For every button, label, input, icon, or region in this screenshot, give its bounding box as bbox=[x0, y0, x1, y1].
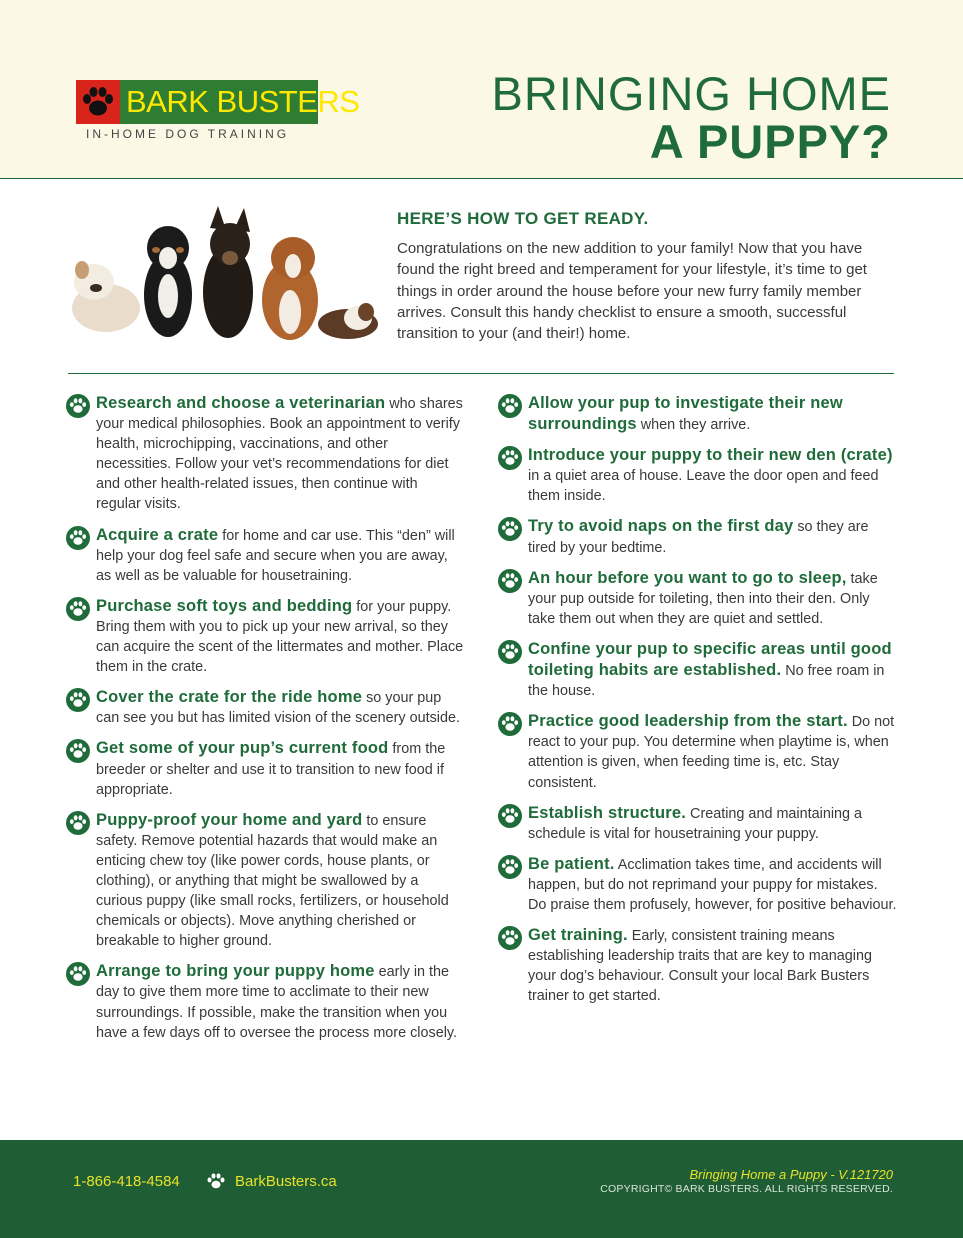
checklist-item bbox=[66, 596, 466, 677]
checklist-item bbox=[66, 810, 466, 952]
checklist-item-highlight: Arrange to bring your puppy home bbox=[96, 962, 375, 981]
section-divider bbox=[68, 373, 894, 374]
checklist-item bbox=[66, 525, 466, 586]
paw-icon bbox=[66, 739, 90, 763]
checklist-item-text: to ensure safety. Remove potential hazards that would make an enticing chew toy (like power cords, house plants, or clothing), or anything that might be swallowed by a curious puppy (like small rocks, fertilizers, or household chemicals or objects). Move anything cherished or breakable to higher ground. bbox=[96, 812, 449, 950]
header-divider bbox=[0, 178, 963, 179]
puppies-photo bbox=[68, 200, 382, 350]
checklist-item bbox=[66, 961, 466, 1042]
logo-box bbox=[76, 80, 360, 124]
paw-icon bbox=[66, 688, 90, 712]
checklist-item-highlight: Cover the crate for the ride home bbox=[96, 688, 363, 707]
logo-name: BARK BUSTERS bbox=[126, 84, 360, 119]
checklist-item bbox=[66, 393, 466, 515]
paw-icon bbox=[498, 804, 522, 828]
page-title-line2: A PUPPY? bbox=[649, 115, 891, 168]
checklist-item-highlight: Allow your pup to investigate their new surroundings bbox=[528, 394, 843, 434]
checklist-item-highlight: Acquire a crate bbox=[96, 525, 219, 544]
checklist-item bbox=[498, 925, 898, 1006]
checklist-item-highlight: Get training. bbox=[528, 926, 628, 945]
footer-copyright: COPYRIGHT© BARK BUSTERS. ALL RIGHTS RESERVED. bbox=[600, 1183, 893, 1195]
checklist-item-highlight: Get some of your pup’s current food bbox=[96, 739, 389, 758]
paw-icon bbox=[206, 1172, 226, 1190]
checklist-item-text: early in the day to give them more time to acclimate to their new surroundings. If possible, make the transition when you have a few days off to oversee the process more closely. bbox=[96, 964, 458, 1041]
checklist-item-text: from the breeder or shelter and use it to transition to new food if appropriate. bbox=[96, 741, 446, 798]
checklist-item-highlight: Purchase soft toys and bedding bbox=[96, 596, 353, 615]
logo-paw-icon bbox=[76, 80, 120, 124]
paw-icon bbox=[66, 394, 90, 418]
checklist-item-text: so they are tired by your bedtime. bbox=[528, 519, 869, 556]
paw-icon bbox=[498, 640, 522, 664]
checklist-item bbox=[498, 516, 898, 557]
checklist-item-highlight: Practice good leadership from the start. bbox=[528, 712, 848, 731]
checklist-item-highlight: Introduce your puppy to their new den (crate) bbox=[528, 446, 893, 465]
paw-icon bbox=[66, 597, 90, 621]
checklist-item-text: so your pup can see you but has limited vision of the scenery outside. bbox=[96, 690, 460, 727]
checklist-item-highlight: Try to avoid naps on the first day bbox=[528, 517, 794, 536]
paw-icon bbox=[498, 569, 522, 593]
paw-icon bbox=[498, 926, 522, 950]
page-title-line1: BRINGING HOME bbox=[491, 67, 891, 120]
checklist-item-highlight: Puppy-proof your home and yard bbox=[96, 810, 363, 829]
checklist-item-text: Early, consistent training means establishing leadership traits that are key to managing your dog’s behaviour. Consult your local Bark Busters trainer to get started. bbox=[528, 928, 872, 1005]
paw-icon bbox=[66, 526, 90, 550]
checklist-item-text: Do not react to your pup. You determine when playtime is, when attention is given, when feeding time is, etc. Stay consistent. bbox=[528, 714, 895, 791]
checklist-item-text: No free roam in the house. bbox=[528, 663, 885, 700]
checklist-item-text: Acclimation takes time, and accidents will happen, but do not reprimand your puppy for mistakes. Do praise them profusely, however, for positive behaviour. bbox=[528, 856, 897, 913]
bark-busters-logo bbox=[76, 80, 360, 142]
checklist-item bbox=[498, 803, 898, 844]
paw-icon bbox=[498, 394, 522, 418]
checklist-item bbox=[498, 445, 898, 506]
intro-paragraph: Congratulations on the new addition to your family! Now that you have found the right breed and temperament for your lifestyle, it’s time to get things in order around the house before your new furry family member arrives. Consult this handy checklist to ensure a smooth, successful transition to your (and their!) home. bbox=[397, 240, 867, 343]
checklist-item-highlight: Establish structure. bbox=[528, 803, 687, 822]
paw-icon bbox=[498, 517, 522, 541]
checklist-item-text: Creating and maintaining a schedule is vital for housetraining your puppy. bbox=[528, 805, 863, 842]
checklist-item-highlight: Confine your pup to specific areas until good toileting habits are established. bbox=[528, 639, 892, 680]
checklist-item bbox=[498, 711, 898, 792]
intro-heading: HERE’S HOW TO GET READY. bbox=[397, 209, 649, 228]
checklist-item bbox=[498, 393, 898, 435]
checklist-item-text: take your pup outside for toileting, then into their den. Only take them out when they are quiet and settled. bbox=[528, 570, 878, 627]
paw-icon bbox=[498, 855, 522, 879]
checklist-item bbox=[66, 687, 466, 728]
checklist-item bbox=[66, 738, 466, 799]
paw-icon bbox=[498, 446, 522, 470]
paw-icon bbox=[498, 712, 522, 736]
checklist-item bbox=[498, 639, 898, 701]
paw-icon bbox=[66, 811, 90, 835]
checklist-item-text: when they arrive. bbox=[636, 417, 751, 434]
checklist-item-text: who shares your medical philosophies. Book an appointment to verify health, microchipping, vaccinations, and other necessities. Follow your vet’s recommendations for diet and other health-related issues, then continue with regular visits. bbox=[96, 396, 463, 513]
checklist-item-highlight: Research and choose a veterinarian bbox=[96, 394, 386, 412]
checklist-item bbox=[498, 568, 898, 629]
logo-tagline: IN-HOME DOG TRAINING bbox=[86, 127, 290, 141]
footer-phone[interactable]: 1-866-418-4584 bbox=[73, 1173, 180, 1190]
checklist-item-highlight: Be patient. bbox=[528, 854, 615, 873]
checklist-left-column bbox=[66, 393, 466, 1053]
checklist-item-text: for your puppy. Bring them with you to pick up your new arrival, so they can acquire the scent of the littermates and mother. Place them in the crate. bbox=[96, 598, 464, 676]
checklist-item-text: in a quiet area of house. Leave the door open and feed them inside. bbox=[528, 468, 879, 505]
footer-document-title: Bringing Home a Puppy - V.121720 bbox=[689, 1167, 893, 1182]
checklist-item-text: for home and car use. This “den” will help your dog feel safe and secure when you are away, as well as be valuable for housetraining. bbox=[96, 527, 455, 584]
paw-icon bbox=[66, 962, 90, 986]
checklist-item bbox=[498, 854, 898, 915]
checklist-item-highlight: An hour before you want to go to sleep, bbox=[528, 568, 847, 587]
footer-website-link[interactable]: BarkBusters.ca bbox=[235, 1173, 337, 1190]
checklist-right-column bbox=[498, 393, 898, 1016]
